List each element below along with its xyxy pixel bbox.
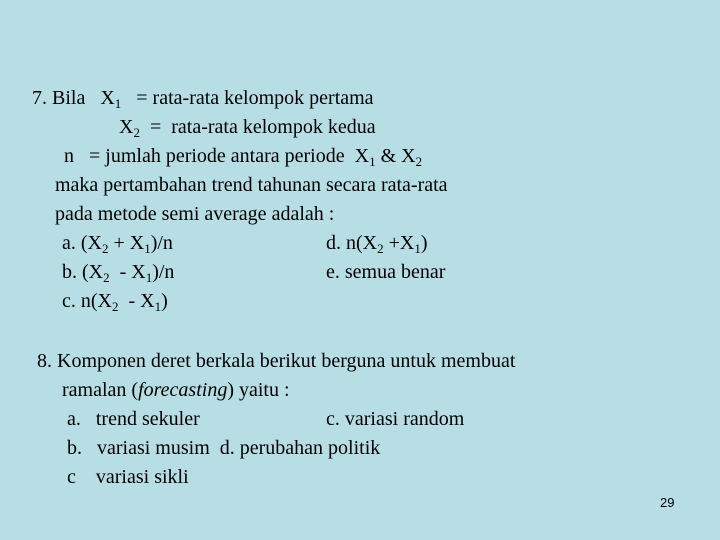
page-number: 29 (660, 495, 675, 510)
q8-line-2: ramalan (forecasting) yaitu : (62, 379, 290, 401)
q8-line-1: 8. Komponen deret berkala berikut berguna untuk membuat (37, 350, 516, 372)
q8-option-c2: c variasi sikli (67, 466, 189, 488)
q7-option-d: d. $n(X_2 +X_1)$ (326, 232, 428, 256)
q7-option-b: b. $(X_2 - X_1)/n$ (62, 261, 175, 285)
q7-line-4: maka pertambahan trend tahunan secara rata-rata (55, 174, 448, 196)
q7-line-2: $X_2$ = rata-rata kelompok kedua (119, 116, 376, 140)
q7-line-3: n = jumlah periode antara periode $X_1$ & $X_2$ (64, 145, 423, 169)
q8-option-c: c. variasi random (326, 408, 465, 430)
q7-line-1: 7. Bila $X_1$ = rata-rata kelompok pertama (32, 87, 374, 111)
q8-option-a: a. trend sekuler (67, 408, 200, 430)
q7-option-a: a. $(X_2 + X_1)/n$ (62, 232, 173, 256)
q7-line-5: pada metode semi average adalah : (55, 203, 335, 225)
q8-option-b-d: b. variasi musim d. perubahan politik (67, 437, 381, 459)
q7-option-e: e. semua benar (326, 261, 446, 283)
q7-option-c: c. $n(X_2 - X_1)$ (62, 290, 168, 314)
